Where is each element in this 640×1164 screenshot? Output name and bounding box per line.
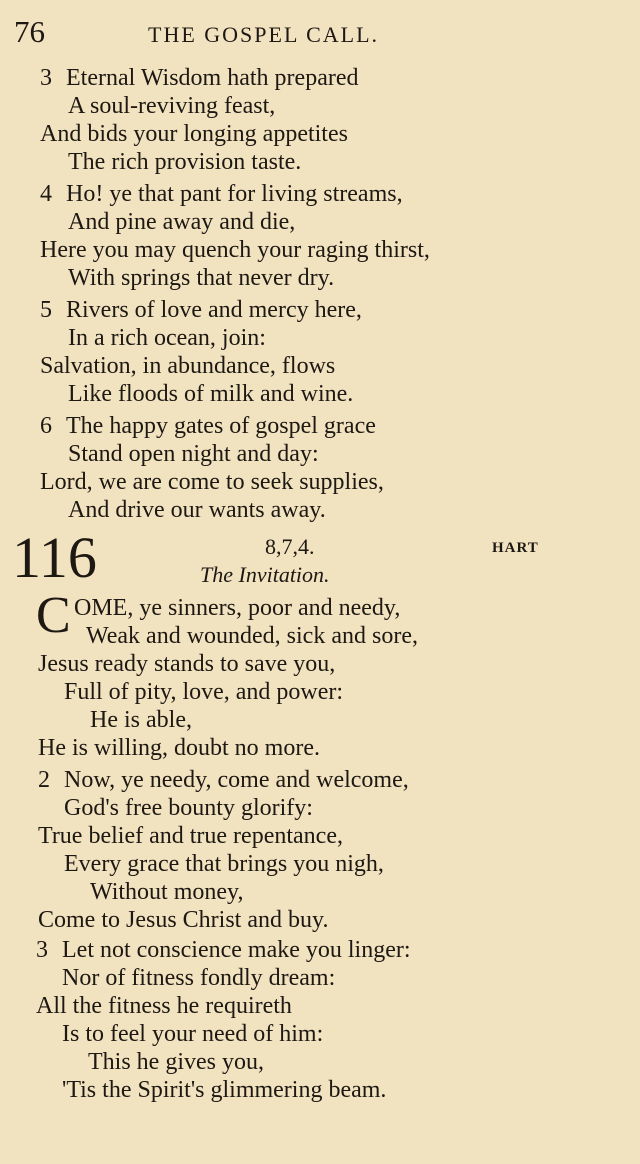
verse-line: In a rich ocean, join: — [68, 325, 266, 351]
verse-text: Ho! ye that pant for living streams, — [66, 181, 403, 207]
stanza-number: 2 — [38, 767, 50, 793]
verse-line: Lord, we are come to seek supplies, — [40, 469, 384, 495]
verse-line: Like floods of milk and wine. — [68, 381, 354, 407]
page-header — [0, 14, 640, 54]
hymn-author: HART — [492, 540, 539, 556]
verse-text: Rivers of love and mercy here, — [66, 297, 362, 323]
verse-line: OME, ye sinners, poor and needy, — [74, 595, 401, 621]
verse-line: Salvation, in abundance, flows — [40, 353, 336, 379]
verse-line: Nor of fitness fondly dream: — [62, 965, 336, 991]
verse-line: And drive our wants away. — [68, 497, 326, 523]
stanza-number: 5 — [40, 297, 52, 323]
verse-line — [36, 936, 411, 964]
stanza-number: 6 — [40, 413, 52, 439]
verse-line: Every grace that brings you nigh, — [64, 851, 384, 877]
verse-line: Here you may quench your raging thirst, — [40, 237, 430, 263]
drop-cap: C — [36, 587, 71, 644]
verse-line: He is able, — [90, 707, 192, 733]
verse-line: With springs that never dry. — [68, 265, 335, 291]
verse-text: Eternal Wisdom hath prepared — [66, 65, 359, 91]
hymn-title: The Invitation. — [200, 562, 330, 587]
hymn-number: 116 — [12, 525, 97, 590]
verse-line — [38, 766, 409, 794]
verse-line: He is willing, doubt no more. — [38, 735, 320, 761]
hymn-meter: 8,7,4. — [265, 534, 315, 559]
stanza-number: 3 — [36, 937, 48, 963]
verse-line: This he gives you, — [88, 1049, 264, 1075]
verse-line — [40, 412, 376, 440]
stanza-number: 4 — [40, 181, 52, 207]
verse-line: And bids your longing appetites — [40, 121, 348, 147]
verse-text: Let not conscience make you linger: — [62, 937, 411, 963]
verse-line: True belief and true repentance, — [38, 823, 343, 849]
verse-line: Come to Jesus Christ and buy. — [38, 907, 329, 933]
verse-text: The happy gates of gospel grace — [66, 413, 376, 439]
verse-line: All the fitness he requireth — [36, 993, 292, 1019]
verse-line: Full of pity, love, and power: — [64, 679, 344, 705]
verse-line: A soul-reviving feast, — [68, 93, 276, 119]
verse-line: 'Tis the Spirit's glimmering beam. — [62, 1077, 387, 1103]
verse-line: Without money, — [90, 879, 244, 905]
verse-line — [40, 64, 359, 92]
verse-line: Weak and wounded, sick and sore, — [86, 623, 418, 649]
verse-line: Is to feel your need of him: — [62, 1021, 324, 1047]
running-title: THE GOSPEL CALL. — [148, 22, 380, 47]
verse-text: Now, ye needy, come and welcome, — [64, 767, 409, 793]
stanza-number: 3 — [40, 65, 52, 91]
verse-line — [40, 296, 362, 324]
verse-line: Stand open night and day: — [68, 441, 319, 467]
page-number: 76 — [14, 14, 45, 49]
verse-line: The rich provision taste. — [68, 149, 302, 175]
verse-line: And pine away and die, — [68, 209, 296, 235]
verse-line: God's free bounty glorify: — [64, 795, 313, 821]
verse-line — [40, 180, 403, 208]
verse-line: Jesus ready stands to save you, — [38, 651, 336, 677]
